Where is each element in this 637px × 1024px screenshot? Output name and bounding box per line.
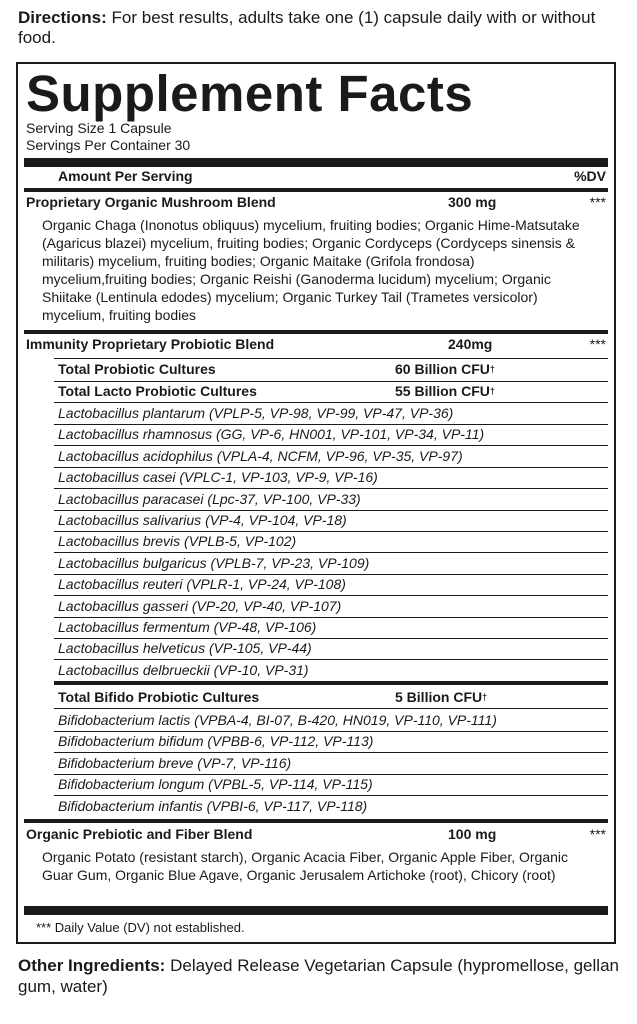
strain-item: Lactobacillus fermentum (VP-48, VP-106) — [58, 619, 317, 635]
strain-item: Lactobacillus acidophilus (VPLA-4, NCFM, VP-96, VP-35, VP-97) — [58, 447, 463, 464]
divider — [54, 617, 608, 618]
mushroom-row — [26, 194, 606, 211]
strain-item: Bifidobacterium breve (VP-7, VP-116) — [58, 754, 292, 771]
strain-item: Lactobacillus helveticus (VP-105, VP-44) — [58, 640, 312, 657]
total-lacto-name: Total Lacto Probiotic Cultures — [58, 383, 257, 399]
prebiotic-dv: *** — [589, 826, 606, 842]
amount-header: Amount Per Serving — [58, 168, 193, 184]
mushroom-amount: 300 mg — [448, 194, 497, 210]
divider — [54, 731, 608, 732]
total-bifido-row — [58, 689, 488, 706]
divider — [54, 752, 608, 753]
other-ingredients-text: Delayed Release Vegetarian Capsule (hypromellose, gellan gum, water) — [18, 956, 619, 996]
strain-item: Lactobacillus gasseri (VP-20, VP-40, VP-107) — [58, 597, 342, 614]
prebiotic-description: Organic Potato (resistant starch), Organic Acacia Fiber, Organic Apple Fiber, Organic Guar Gum, Organic Blue Agave, Organic Jerusalem Artichoke (root), Chicory (root) — [42, 849, 569, 883]
total-bifido-name: Total Bifido Probiotic Cultures — [58, 689, 260, 705]
total-probiotic-amount: 60 Billion CFU† — [395, 361, 495, 377]
divider — [54, 595, 608, 596]
strain-item: Bifidobacterium longum (VPBL-5, VP-114, VP-115) — [58, 776, 373, 793]
probiotic-row — [26, 336, 606, 353]
other-ingredients-label: Other Ingredients: — [18, 956, 166, 975]
mushroom-dv: *** — [589, 194, 606, 210]
mushroom-description: Organic Chaga (Inonotus obliquus) mycelium, fruiting bodies; Organic Hime-Matsutake (Agaricus blazei) mycelium, fruiting bodies; Organic Cordyceps (Cordyceps sinensis & militaris) mycelium, fruiting bodies; Organic Maitake (Grifola frondosa) mycelium,fruiting bodies; Organic Reishi (Ganoderma lucidum) mycelium; Organic Shiitake (Lentinula edodes) mycelium; Organic Turkey Tail (Trametes versicolor) mycelium, fruiting bodies — [42, 217, 580, 323]
prebiotic-name: Organic Prebiotic and Fiber Blend — [26, 826, 253, 842]
probiotic-name: Immunity Proprietary Probiotic Blend — [26, 336, 275, 352]
directions-text: For best results, adults take one (1) capsule daily with or without food. — [18, 8, 596, 47]
divider-medium — [54, 681, 608, 685]
strain-item: Lactobacillus delbrueckii (VP-10, VP-31) — [58, 661, 309, 678]
divider — [54, 552, 608, 553]
divider-medium — [24, 819, 608, 823]
supplement-facts-panel — [16, 62, 616, 944]
strain-item: Lactobacillus rhamnosus (GG, VP-6, HN001, VP-101, VP-34, VP-11) — [58, 426, 485, 443]
prebiotic-row — [26, 826, 606, 843]
dv-header: %DV — [574, 168, 606, 184]
total-probiotic-name: Total Probiotic Cultures — [58, 361, 216, 377]
total-lacto-row — [58, 383, 495, 400]
directions — [18, 8, 628, 48]
divider — [54, 424, 608, 425]
divider — [54, 574, 608, 575]
divider — [54, 445, 608, 446]
divider — [54, 708, 608, 709]
probiotic-dv: *** — [589, 336, 606, 352]
strain-item: Lactobacillus salivarius (VP-4, VP-104, VP-18) — [58, 512, 347, 528]
probiotic-amount: 240mg — [448, 336, 493, 352]
total-bifido-amount: 5 Billion CFU† — [395, 689, 488, 705]
total-lacto-amount: 55 Billion CFU† — [395, 383, 495, 399]
serving-info — [26, 120, 190, 154]
divider-medium — [24, 188, 608, 192]
mushroom-name: Proprietary Organic Mushroom Blend — [26, 194, 276, 210]
prebiotic-amount: 100 mg — [448, 826, 497, 842]
strain-item: Lactobacillus bulgaricus (VPLB-7, VP-23, VP-109) — [58, 554, 370, 571]
divider — [54, 402, 608, 403]
divider — [54, 488, 608, 489]
strain-item: Lactobacillus casei (VPLC-1, VP-103, VP-9, VP-16) — [58, 469, 378, 486]
strain-item: Lactobacillus brevis (VPLB-5, VP-102) — [58, 533, 297, 550]
divider-medium — [24, 330, 608, 334]
divider-thick — [24, 906, 608, 915]
strain-item: Lactobacillus plantarum (VPLP-5, VP-98, VP-99, VP-47, VP-36) — [58, 405, 454, 421]
divider — [54, 358, 608, 359]
divider — [54, 510, 608, 511]
strain-item: Bifidobacterium bifidum (VPBB-6, VP-112, VP-113) — [58, 733, 374, 750]
servings-per-container: Servings Per Container 30 — [26, 137, 191, 153]
other-ingredients — [18, 955, 628, 997]
total-probiotic-row — [58, 361, 495, 378]
divider — [54, 774, 608, 775]
divider — [54, 638, 608, 639]
serving-size: Serving Size 1 Capsule — [26, 120, 172, 136]
directions-label: Directions: — [18, 8, 107, 27]
strain-item: Lactobacillus paracasei (Lpc-37, VP-100, VP-33) — [58, 490, 361, 507]
divider — [54, 381, 608, 382]
divider — [54, 531, 608, 532]
strain-item: Bifidobacterium infantis (VPBI-6, VP-117, VP-118) — [58, 797, 368, 814]
divider — [54, 659, 608, 660]
strain-item: Bifidobacterium lactis (VPBA-4, BI-07, B-420, HN019, VP-110, VP-111) — [58, 712, 497, 728]
divider — [54, 467, 608, 468]
divider — [54, 795, 608, 796]
footnote: *** Daily Value (DV) not established. — [36, 920, 245, 935]
strain-item: Lactobacillus reuteri (VPLR-1, VP-24, VP-108) — [58, 576, 346, 593]
panel-title: Supplement Facts — [26, 65, 474, 122]
divider-thick — [24, 158, 608, 167]
